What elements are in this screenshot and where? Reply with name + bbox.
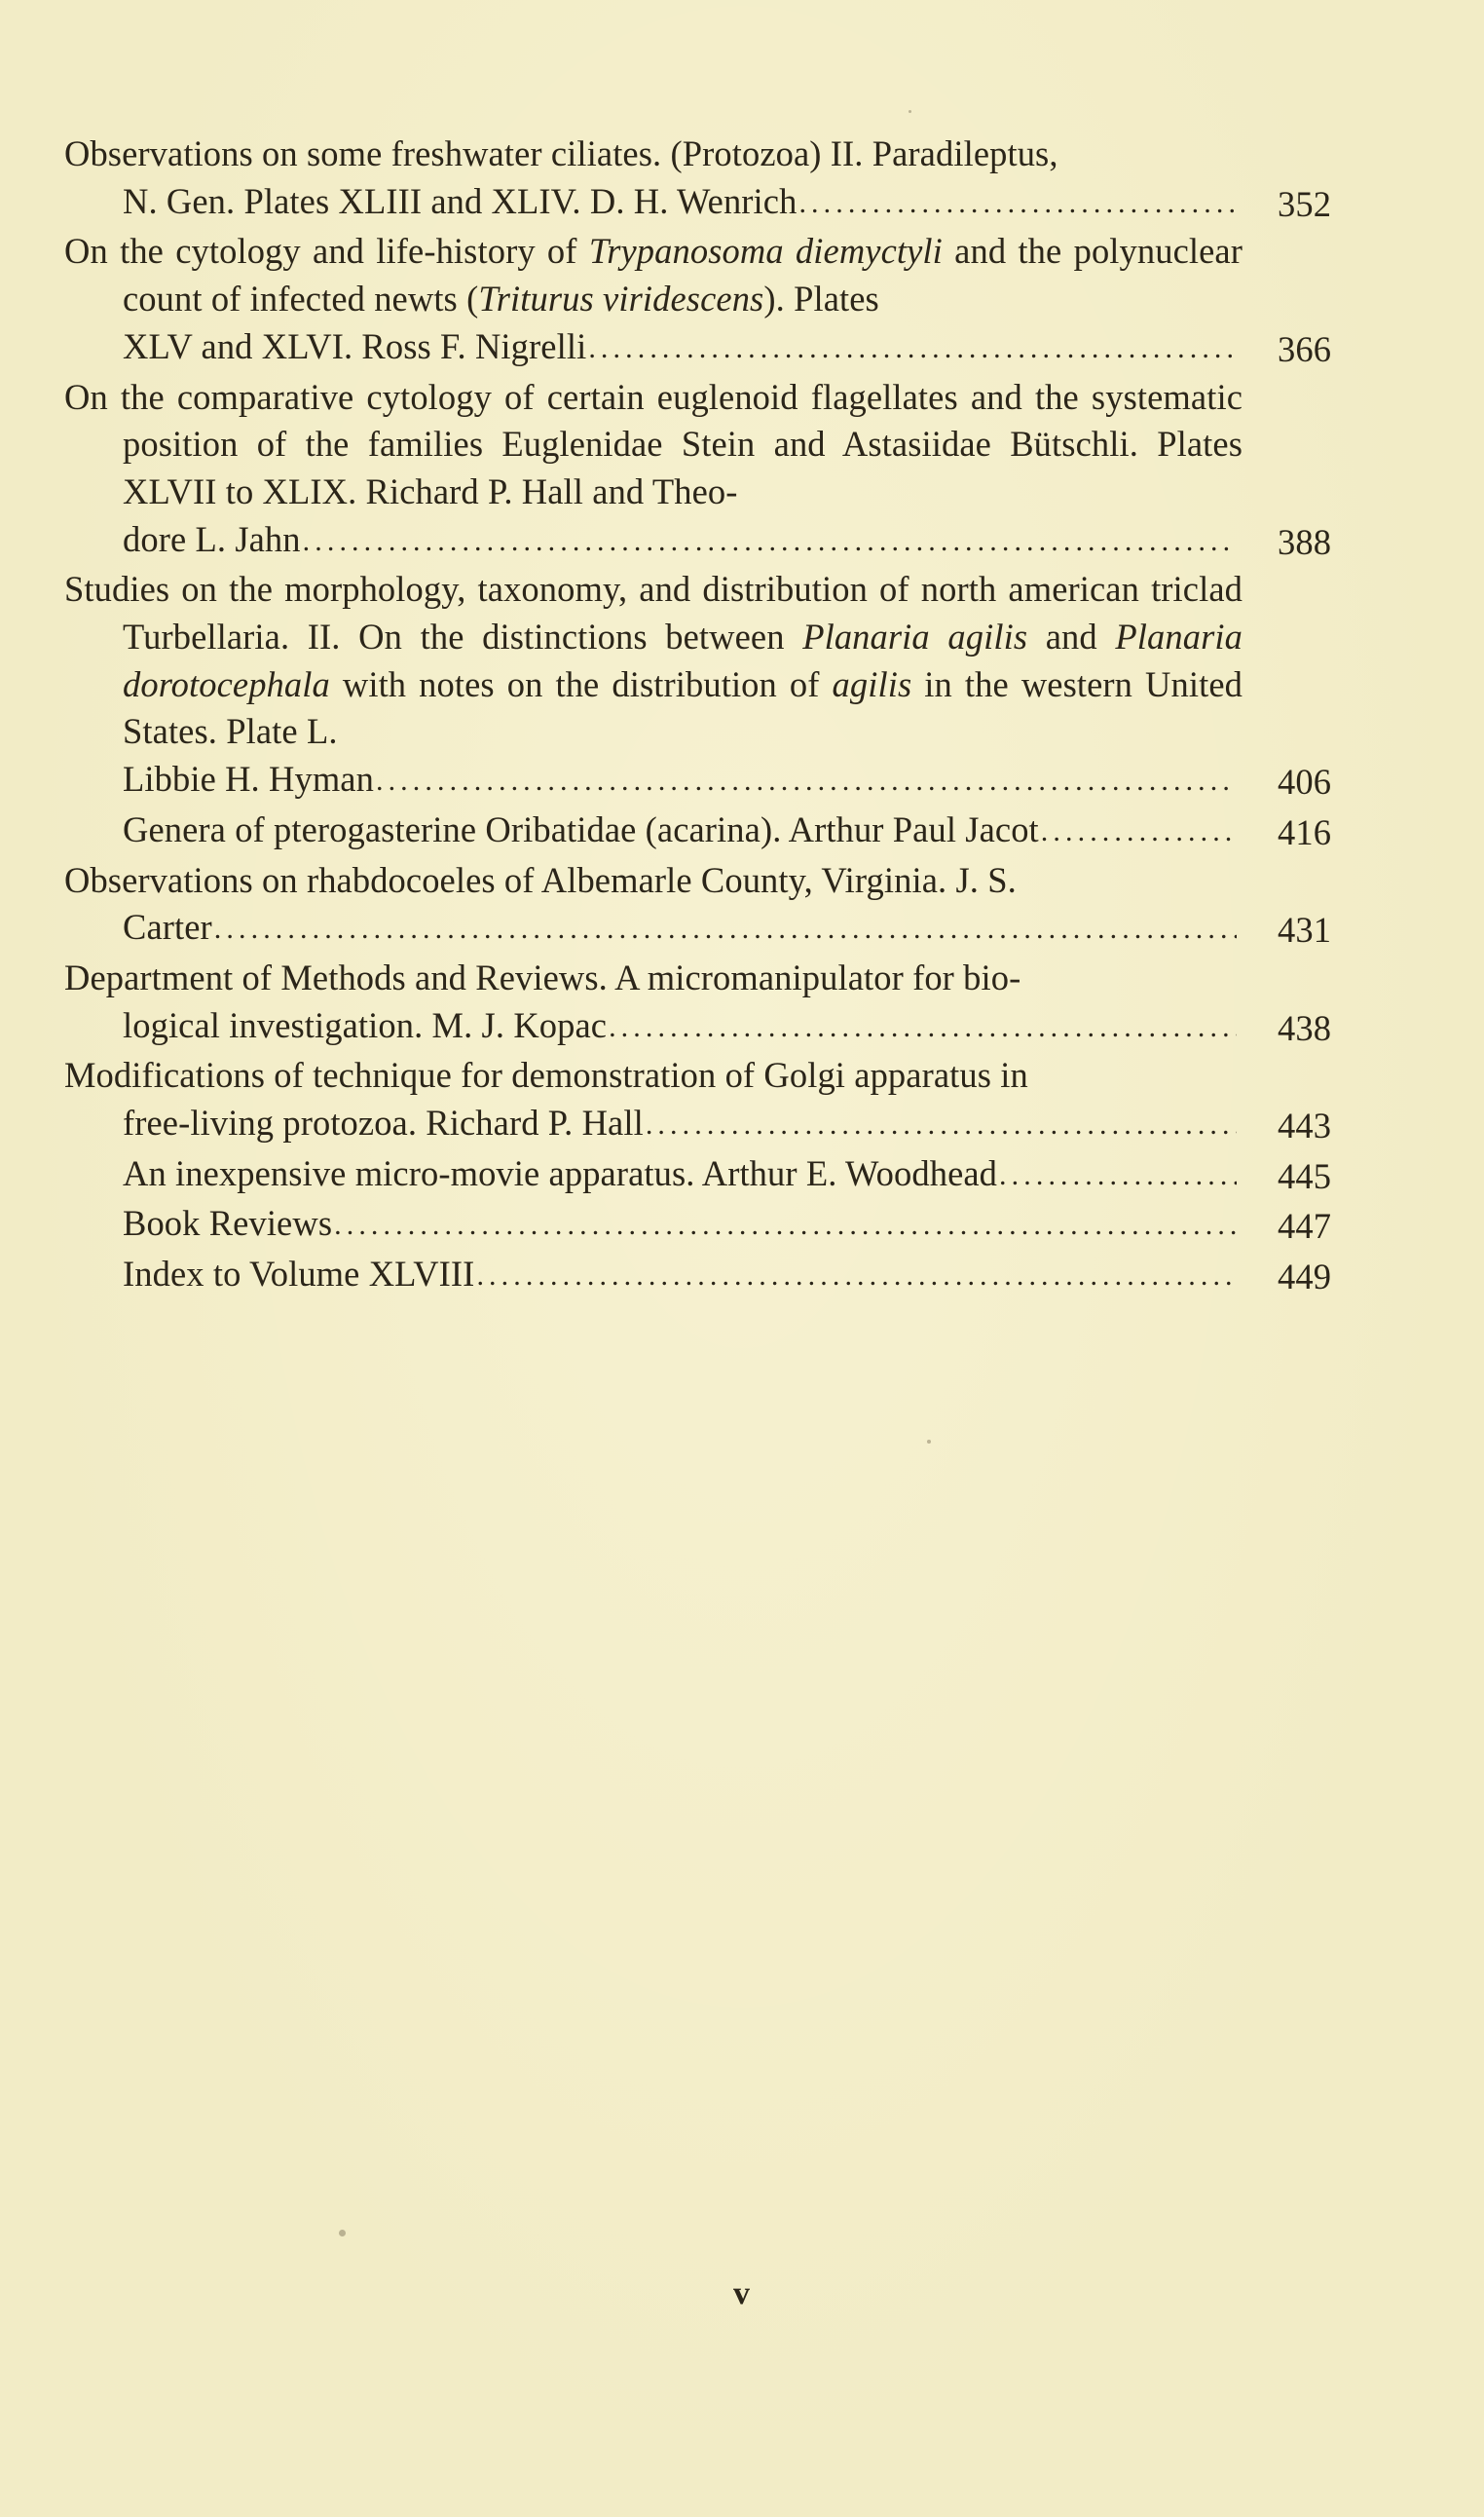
entry-text: and the polynuclear count of infected newts ( xyxy=(123,231,1243,319)
entry-title: On the comparative cytology of certain euglenoid flagellates and the systematic position of the families Euglenidae Stein and Astasiidae Bütschli. Plates XLVII to XLIX. Richard P. Hall and Theo- xyxy=(64,376,1243,511)
toc-entry[interactable] xyxy=(64,566,1346,807)
entry-last-line xyxy=(123,1200,1243,1251)
entry-last-line xyxy=(123,756,1243,807)
paper-speck xyxy=(927,1440,931,1444)
entry-title: Department of Methods and Reviews. A micromanipulator for bio- xyxy=(64,957,1021,997)
dot-leader xyxy=(476,1253,1237,1300)
dot-leader xyxy=(646,1102,1237,1149)
toc-entry[interactable] xyxy=(64,955,1346,1052)
toc-entry[interactable] xyxy=(64,1052,1346,1149)
entry-title-end: Book Reviews xyxy=(123,1203,333,1244)
taxon-name: agilis xyxy=(832,663,912,704)
paper-speck xyxy=(339,2230,346,2236)
entry-title-end: N. Gen. Plates XLIII and XLIV. D. H. Wenrich xyxy=(123,180,798,221)
entry-text: ). Plates xyxy=(763,279,879,319)
entry-title-end: free-living protozoa. Richard P. Hall xyxy=(123,1103,644,1144)
dot-leader xyxy=(999,1152,1237,1200)
dot-leader xyxy=(334,1202,1237,1250)
taxon-name: Trypanosoma diemyctyli xyxy=(588,231,943,272)
page-number: 447 xyxy=(1278,1206,1332,1247)
entry-last-line xyxy=(123,516,1243,567)
entry-last-line xyxy=(123,904,1243,955)
page-number: 416 xyxy=(1278,811,1332,852)
entry-title: Modifications of technique for demonstration of Golgi apparatus in xyxy=(64,1055,1028,1096)
entry-last-line xyxy=(123,1251,1243,1301)
entry-title-end: dore L. Jahn xyxy=(123,518,301,559)
entry-last-line xyxy=(123,178,1243,229)
page-number: 366 xyxy=(1278,328,1332,369)
dot-leader xyxy=(214,906,1237,954)
taxon-name: Planaria dorotocephala xyxy=(123,617,1243,704)
entry-last-line xyxy=(123,1100,1243,1150)
toc-entry[interactable] xyxy=(64,1251,1346,1301)
entry-last-line xyxy=(123,1002,1243,1053)
toc-entry[interactable] xyxy=(64,131,1346,228)
entry-title-end: Libbie H. Hyman xyxy=(123,759,374,800)
page-number: 438 xyxy=(1278,1007,1332,1048)
toc-entry[interactable] xyxy=(64,807,1346,857)
entry-title-end: XLV and XLVI. Ross F. Nigrelli xyxy=(123,325,587,366)
entry-text: in the western United States. Plate L. xyxy=(123,663,1243,752)
toc-entry[interactable] xyxy=(64,857,1346,955)
table-of-contents xyxy=(64,131,1346,1301)
entry-title xyxy=(64,228,1243,322)
entry-title xyxy=(64,566,1243,756)
page-number: 352 xyxy=(1278,183,1332,224)
dot-leader xyxy=(588,325,1237,373)
toc-entry[interactable] xyxy=(64,1200,1346,1251)
entry-last-line xyxy=(123,807,1243,857)
page-number: 431 xyxy=(1278,910,1332,951)
dot-leader xyxy=(609,1004,1237,1052)
page-number: 406 xyxy=(1278,762,1332,803)
entry-text: Studies on the morphology, taxonomy, and distribution of north american triclad Turbellaria. II. On the distinctions between xyxy=(64,569,1243,657)
page-number: 388 xyxy=(1278,521,1332,562)
entry-text: On the cytology and life-history of xyxy=(64,231,589,272)
dot-leader xyxy=(303,518,1237,566)
entry-title: Observations on rhabdocoeles of Albemarle County, Virginia. J. S. xyxy=(64,859,1017,900)
entry-title-end: Genera of pterogasterine Oribatidae (acarina). Arthur Paul Jacot xyxy=(123,808,1039,849)
entry-title-end: logical investigation. M. J. Kopac xyxy=(123,1004,608,1045)
entry-last-line xyxy=(123,323,1243,374)
toc-entry[interactable] xyxy=(64,1150,1346,1201)
entry-title: Observations on some freshwater ciliates. (Protozoa) II. Paradileptus, xyxy=(64,133,1058,173)
page-folio: v xyxy=(733,2275,751,2311)
entry-title-end: An inexpensive micro-movie apparatus. Arthur E. Woodhead xyxy=(123,1152,998,1193)
entry-last-line xyxy=(123,1150,1243,1201)
page-number: 449 xyxy=(1278,1257,1332,1297)
toc-entry[interactable] xyxy=(64,374,1346,567)
page-number: 443 xyxy=(1278,1106,1332,1146)
page-number: 445 xyxy=(1278,1155,1332,1196)
taxon-name: Triturus viridescens xyxy=(478,279,764,319)
toc-entry[interactable] xyxy=(64,228,1346,373)
dot-leader xyxy=(376,758,1237,806)
taxon-name: Planaria agilis xyxy=(802,617,1028,657)
entry-title-end: Carter xyxy=(123,907,212,948)
dot-leader xyxy=(798,180,1237,228)
entry-text: with notes on the distribution of xyxy=(329,663,833,704)
entry-text: and xyxy=(1027,617,1116,657)
paper-speck xyxy=(909,110,911,113)
dot-leader xyxy=(1041,808,1237,856)
entry-title-end: Index to Volume XLVIII xyxy=(123,1254,475,1295)
